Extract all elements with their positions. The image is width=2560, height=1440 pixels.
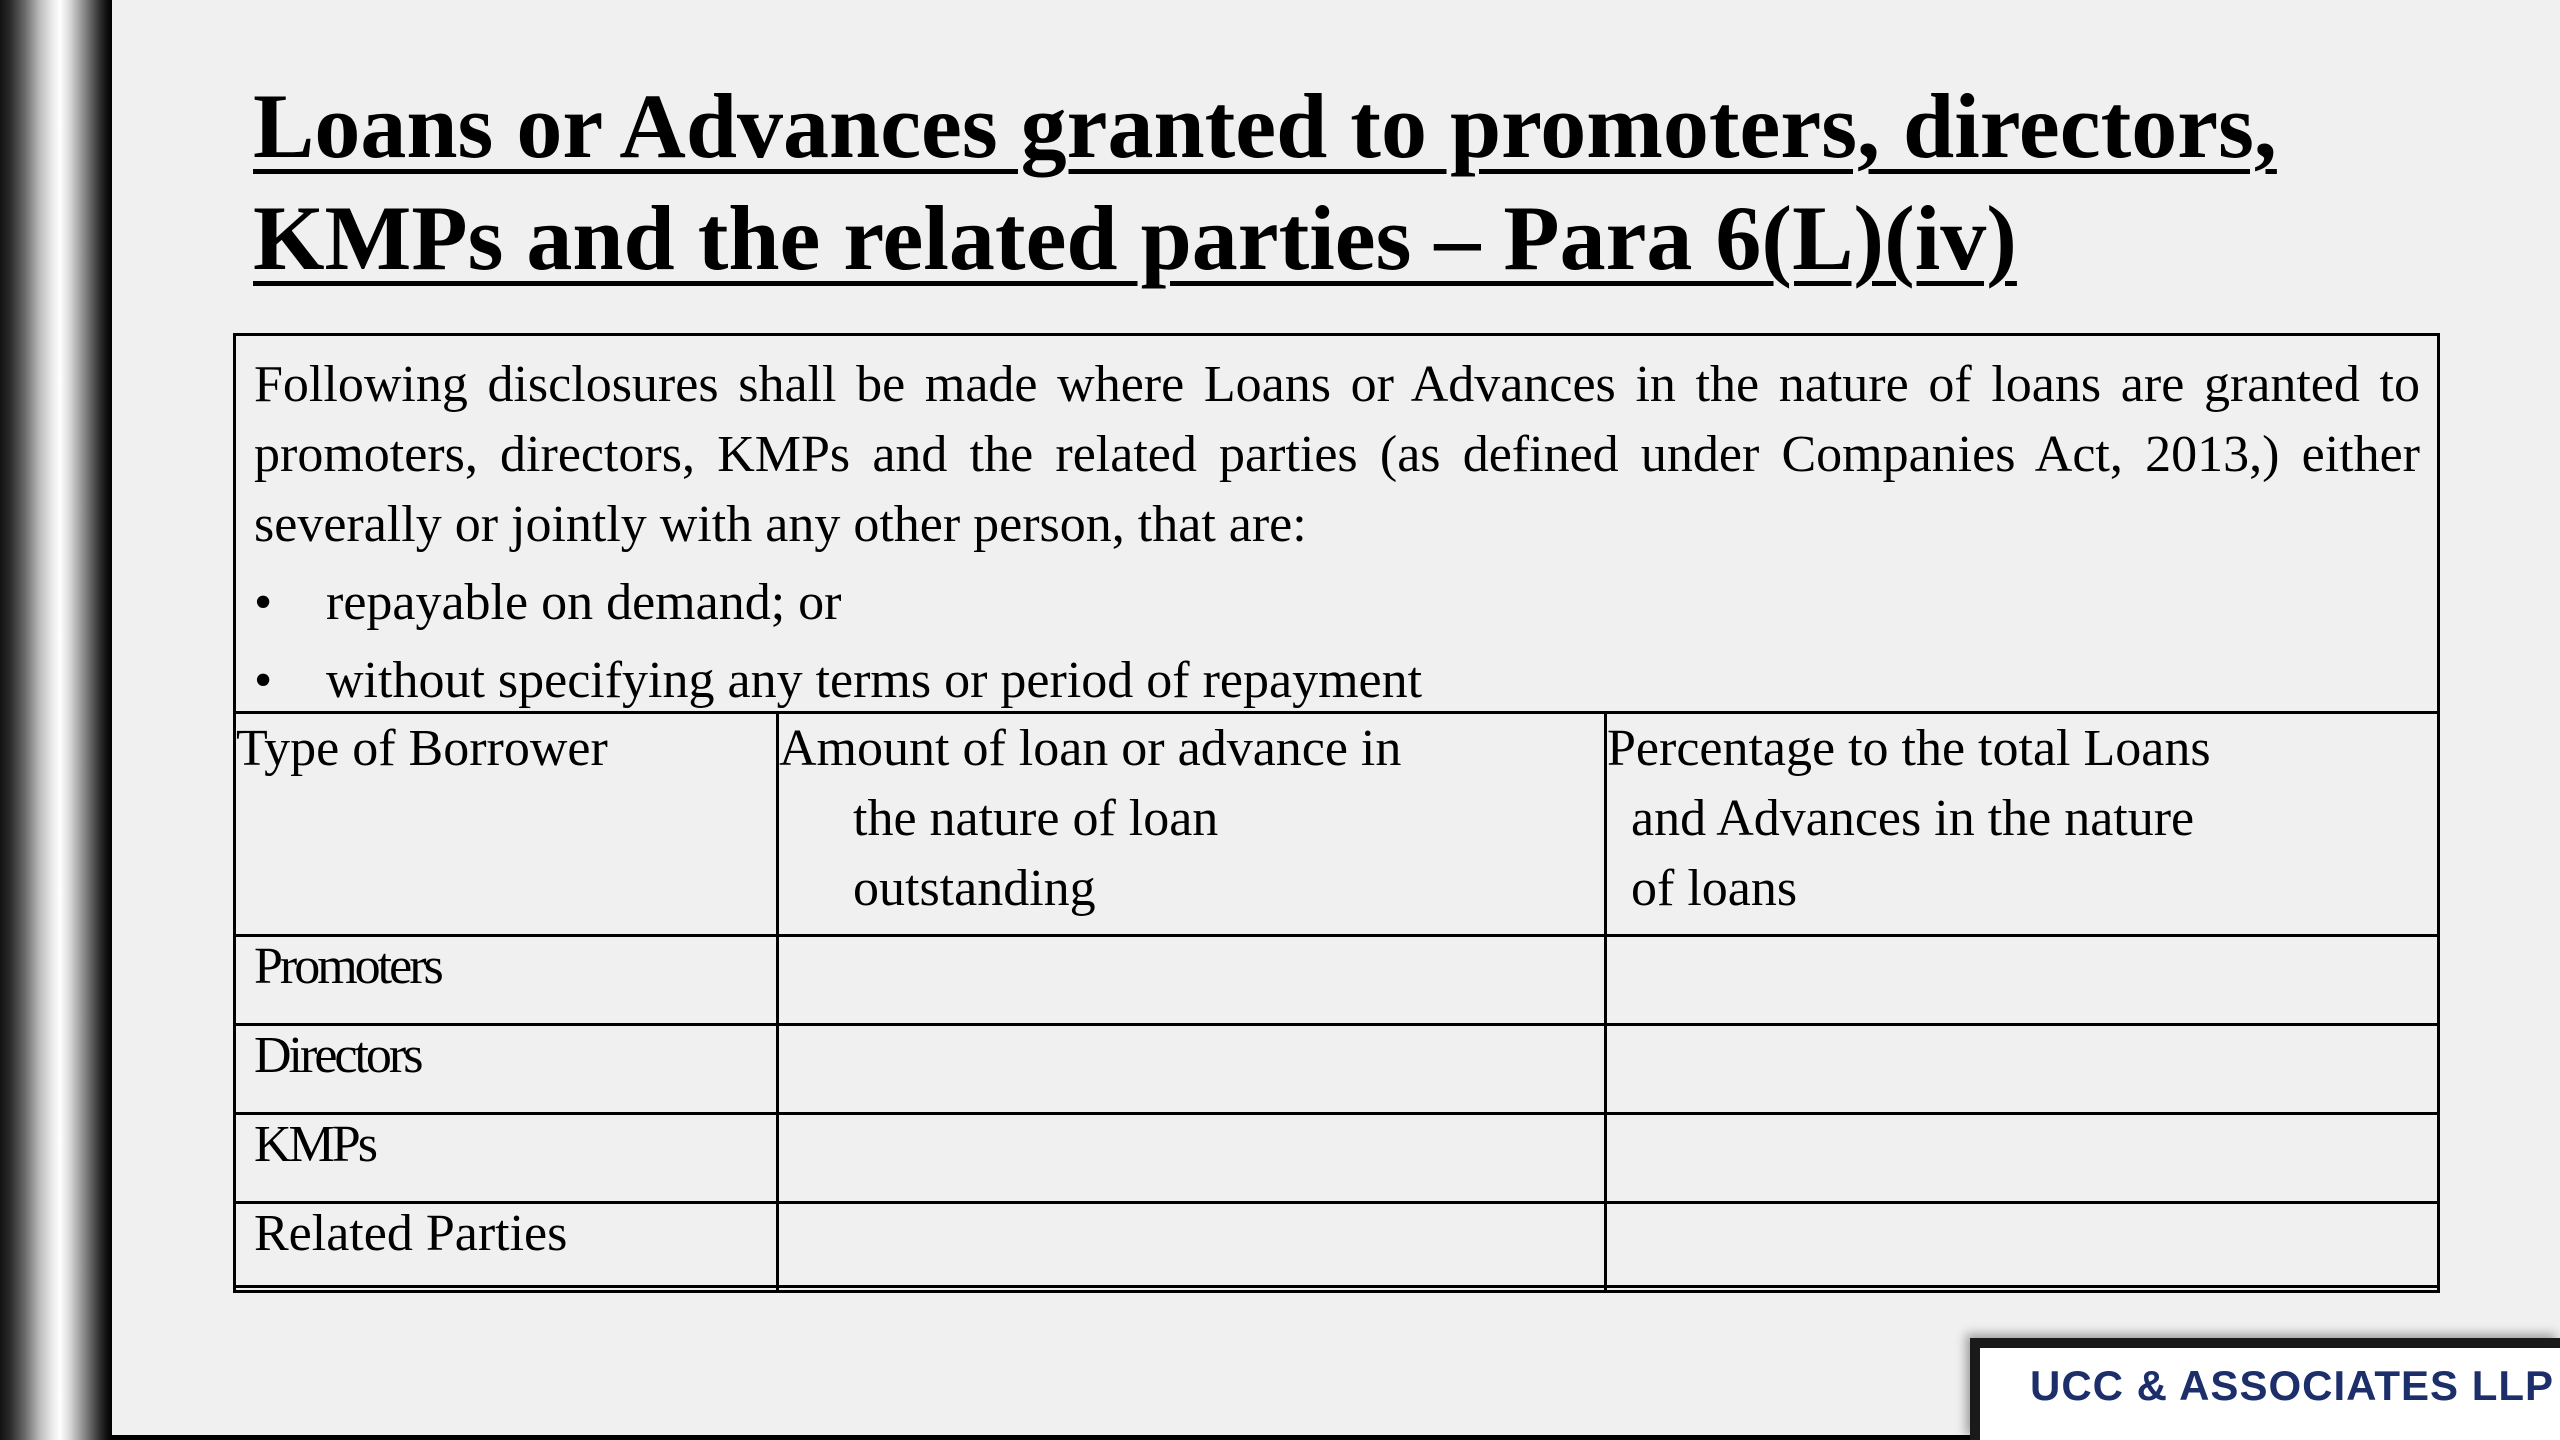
borrower-table [233, 711, 2440, 1293]
condition-item [254, 564, 1422, 642]
intro-paragraph: Following disclosures shall be made where Loans or Advances in the nature of loans are granted to promoters, directors, KMPs and the related parties (as defined under Companies Act, 2013,) either severally or jointly with any other person, that are: [254, 356, 2420, 553]
table-row [235, 1203, 2439, 1292]
borrower-type-cell: KMPs [235, 1114, 778, 1203]
slide-title [253, 70, 2473, 294]
borrower-type-cell: Related Parties [235, 1203, 778, 1292]
slide-title-line-2: KMPs and the related parties – Para 6(L)(iv) [253, 187, 2017, 289]
percentage-cell [1606, 1114, 2439, 1203]
amount-cell [778, 1114, 1606, 1203]
condition-item-text: repayable on demand; or [326, 574, 842, 631]
firm-logo-badge [1970, 1338, 2560, 1440]
header-type-of-borrower: Type of Borrower [235, 713, 778, 936]
borrower-type-cell: Directors [235, 1025, 778, 1114]
amount-cell [778, 1203, 1606, 1292]
table-row [235, 1114, 2439, 1203]
slide-title-line-1: Loans or Advances granted to promoters, directors, [253, 75, 2277, 177]
borrower-type-cell: Promoters [235, 936, 778, 1025]
condition-item-text: without specifying any terms or period of repayment [326, 652, 1423, 709]
percentage-cell [1606, 1025, 2439, 1114]
amount-cell [778, 1025, 1606, 1114]
header-percentage-of-total: Percentage to the total Loans and Advances in the nature of loans [1606, 713, 2439, 936]
left-decorative-bar [0, 0, 112, 1440]
condition-item [254, 642, 1422, 720]
header-amount-outstanding: Amount of loan or advance in the nature of loan outstanding [778, 713, 1606, 936]
percentage-cell [1606, 936, 2439, 1025]
bullet-dot-icon: • [254, 652, 273, 709]
table-header-row [235, 713, 2439, 936]
percentage-cell [1606, 1203, 2439, 1292]
table-row [235, 1025, 2439, 1114]
bullet-dot-icon: • [254, 574, 273, 631]
condition-list [254, 564, 1422, 720]
firm-logo-text: UCC & ASSOCIATES LLP [2030, 1362, 2555, 1409]
amount-cell [778, 936, 1606, 1025]
table-row [235, 936, 2439, 1025]
disclosure-box [233, 333, 2440, 1288]
